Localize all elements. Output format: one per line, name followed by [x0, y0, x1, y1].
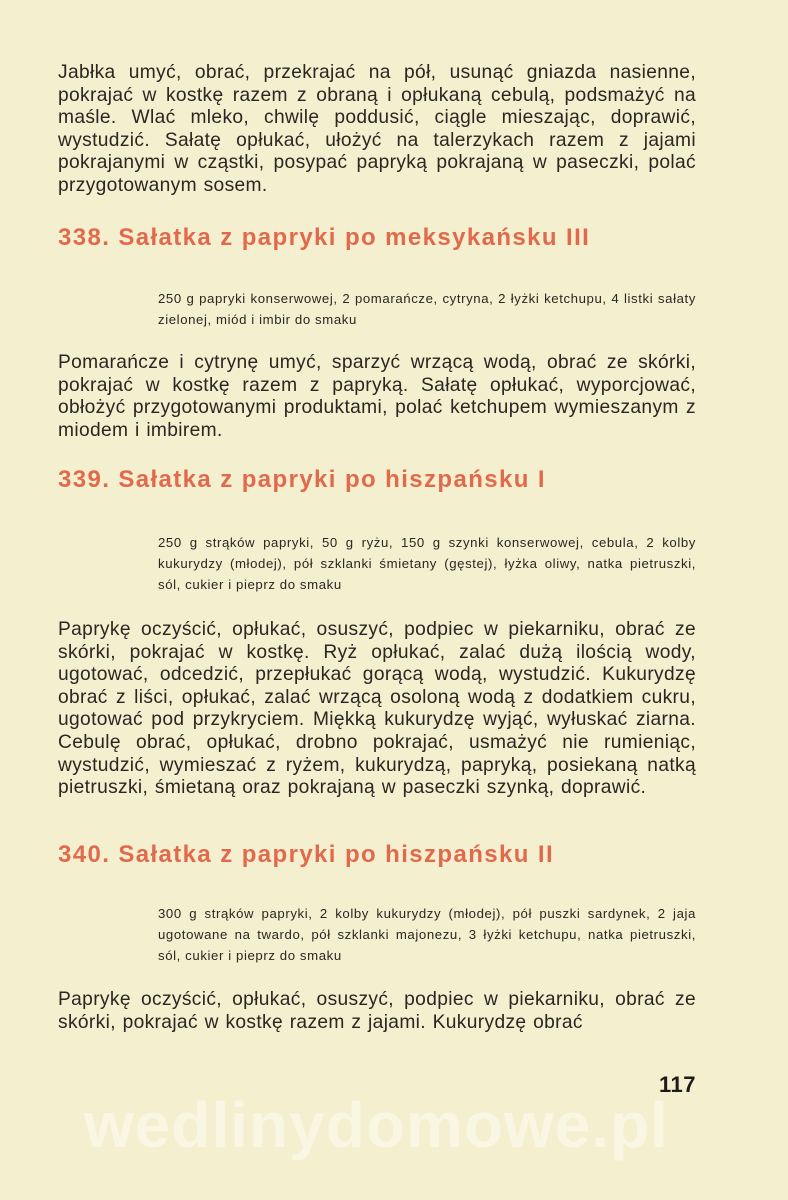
recipe-instructions-339: Paprykę oczyścić, opłukać, osuszyć, podpiec w piekarniku, obrać ze skórki, pokrajać w kostkę. Ryż opłukać, zalać dużą ilością wody, ugotować, odcedzić, przepłukać gorącą wodą, wystudzić. Kukurydzę obrać z liści, opłukać, zalać wrzącą osoloną wodą z dodatkiem cukru, ugotować pod przykryciem. Miękką kukurydzę wyjąć, wyłuskać ziarna. Cebulę obrać, opłukać, drobno pokrajać, usmażyć nie rumieniąc, wystudzić, wymieszać z ryżem, kukurydzą, papryką, posiekaną natką pietruszki, śmietaną oraz pokrajaną w paseczki szynką, doprawić. — [58, 619, 696, 799]
recipe-number: 339. — [58, 466, 111, 493]
recipe-title: Sałatka z papryki po meksykańsku III — [118, 224, 591, 251]
recipe-ingredients-338: 250 g papryki konserwowej, 2 pomarańcze, cytryna, 2 łyżki ketchupu, 4 listki sałaty zielonej, miód i imbir do smaku — [158, 291, 696, 328]
page-number: 117 — [659, 1072, 696, 1097]
recipe-title: Sałatka z papryki po hiszpańsku II — [118, 841, 555, 868]
recipe-ingredients-339: 250 g strąków papryki, 50 g ryżu, 150 g szynki konserwowej, cebula, 2 kolby kukurydzy (młodej), pół szklanki śmietany (gęstej), łyżka oliwy, natka pietruszki, sól, cukier i pieprz do smaku — [158, 535, 696, 593]
recipe-instructions-340: Paprykę oczyścić, opłukać, osuszyć, podpiec w piekarniku, obrać ze skórki, pokrajać w kostkę razem z jajami. Kukurydzę obrać — [58, 989, 696, 1033]
recipe-heading-340 — [58, 841, 554, 869]
intro-paragraph: Jabłka umyć, obrać, przekrajać na pół, usunąć gniazda nasienne, pokrajać w kostkę razem z obraną i opłukaną cebulą, podsmażyć na maśle. Wlać mleko, chwilę poddusić, ciągle mieszając, doprawić, wystudzić. Sałatę opłukać, ułożyć na talerzykach razem z jajami pokrajanymi w cząstki, posypać papryką pokrajaną w paseczki, polać przygotowanym sosem. — [58, 62, 696, 196]
recipe-instructions-338: Pomarańcze i cytrynę umyć, sparzyć wrzącą wodą, obrać ze skórki, pokrajać w kostkę razem z papryką. Sałatę opłukać, wyporcjować, obłożyć przygotowanymi produktami, polać ketchupem wymieszanym z miodem i imbirem. — [58, 352, 696, 441]
book-page — [58, 0, 698, 1200]
recipe-number: 340. — [58, 841, 111, 868]
recipe-number: 338. — [58, 224, 111, 251]
recipe-heading-339 — [58, 466, 546, 494]
recipe-heading-338 — [58, 224, 590, 252]
recipe-ingredients-340: 300 g strąków papryki, 2 kolby kukurydzy (młodej), pół puszki sardynek, 2 jaja ugotowane na twardo, pół szklanki majonezu, 3 łyżki ketchupu, natka pietruszki, sól, cukier i pieprz do smaku — [158, 906, 696, 964]
watermark: wedlinydomowe.pl — [84, 1089, 669, 1161]
recipe-title: Sałatka z papryki po hiszpańsku I — [118, 466, 546, 493]
